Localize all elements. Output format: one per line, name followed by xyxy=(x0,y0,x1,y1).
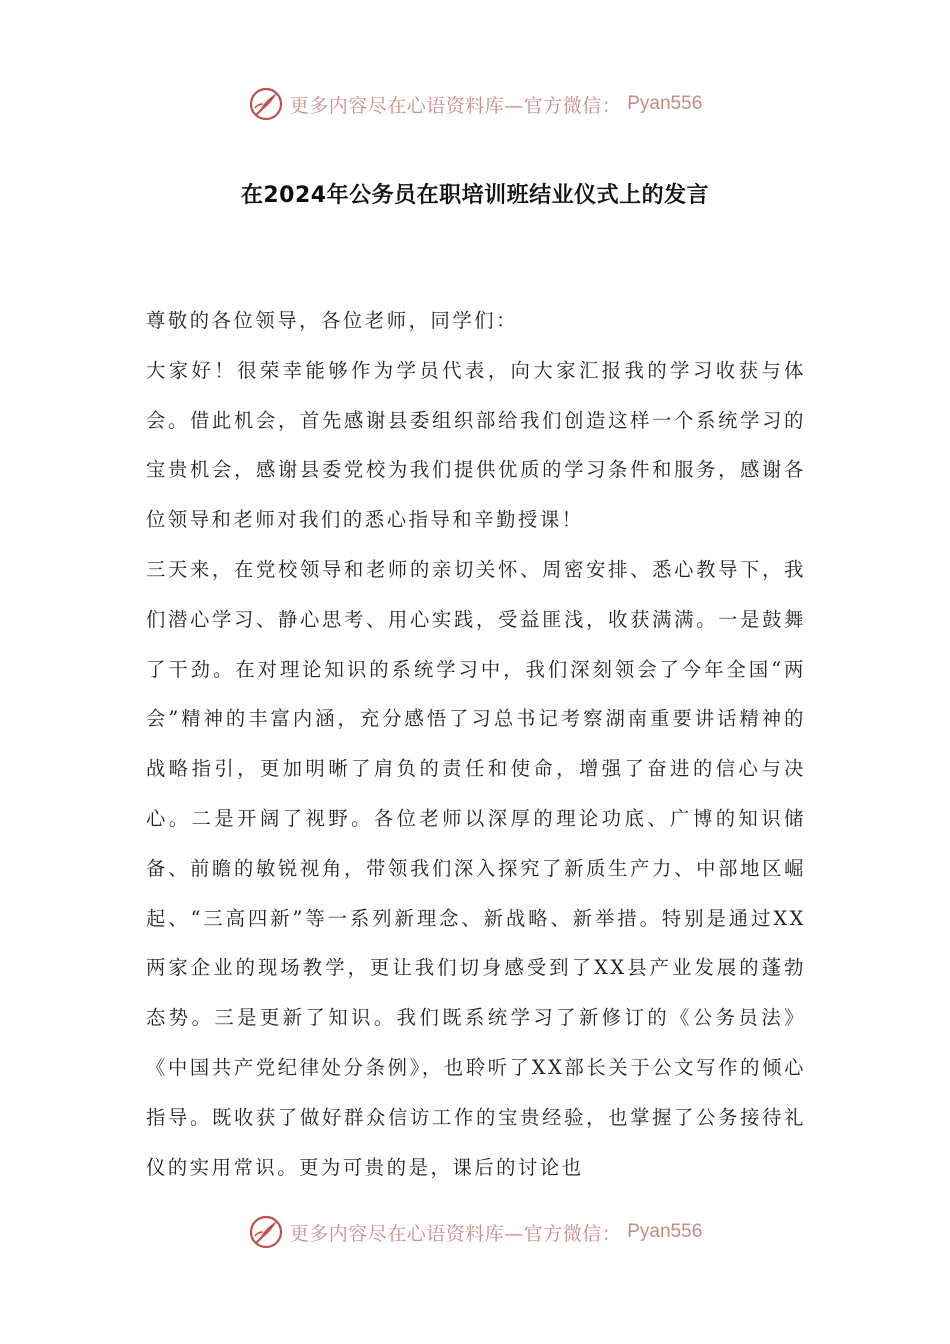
quill-logo-icon xyxy=(248,86,284,122)
watermark-wechat-id: Pyan556 xyxy=(627,1221,703,1242)
document-body xyxy=(146,296,806,1192)
greeting-paragraph: 大家好！很荣幸能够作为学员代表，向大家汇报我的学习收获与体会。借此机会，首先感谢县委组织部给我们创造这样一个系统学习的宝贵机会，感谢县委党校为我们提供优质的学习条件和服务，感谢各位领导和老师对我们的悉心指导和辛勤授课！ xyxy=(146,358,806,532)
watermark-header xyxy=(0,82,950,126)
salutation-paragraph: 尊敬的各位领导，各位老师，同学们： xyxy=(146,309,518,332)
watermark-text: 更多内容尽在心语资料库—官方微信： xyxy=(289,94,622,117)
watermark-text: 更多内容尽在心语资料库—官方微信： xyxy=(289,1222,622,1245)
main-paragraph: 三天来，在党校领导和老师的亲切关怀、周密安排、悉心教导下，我们潜心学习、静心思考、用心实践，受益匪浅，收获满满。一是鼓舞了干劲。在对理论知识的系统学习中，我们深刻领会了今年全国“两会”精神的丰富内涵，充分感悟了习总书记考察湖南重要讲话精神的战略指引，更加明晰了肩负的责任和使命，增强了奋进的信心与决心。二是开阔了视野。各位老师以深厚的理论功底、广博的知识储备、前瞻的敏锐视角，带领我们深入探究了新质生产力、中部地区崛起、“三高四新”等一系列新理念、新战略、新举措。特别是通过XX两家企业的现场教学，更让我们切身感受到了XX县产业发展的蓬勃态势。三是更新了知识。我们既系统学习了新修订的《公务员法》《中国共产党纪律处分条例》，也聆听了XX部长关于公文写作的倾心指导。既收获了做好群众信访工作的宝贵经验，也掌握了公务接待礼仪的实用常识。更为可贵的是，课后的讨论也 xyxy=(146,557,806,1179)
watermark-wechat-id: Pyan556 xyxy=(627,93,703,114)
document-title: 在2024年公务员在职培训班结业仪式上的发言 xyxy=(240,183,710,208)
watermark-footer xyxy=(0,1210,950,1254)
quill-logo-icon xyxy=(248,1214,284,1250)
